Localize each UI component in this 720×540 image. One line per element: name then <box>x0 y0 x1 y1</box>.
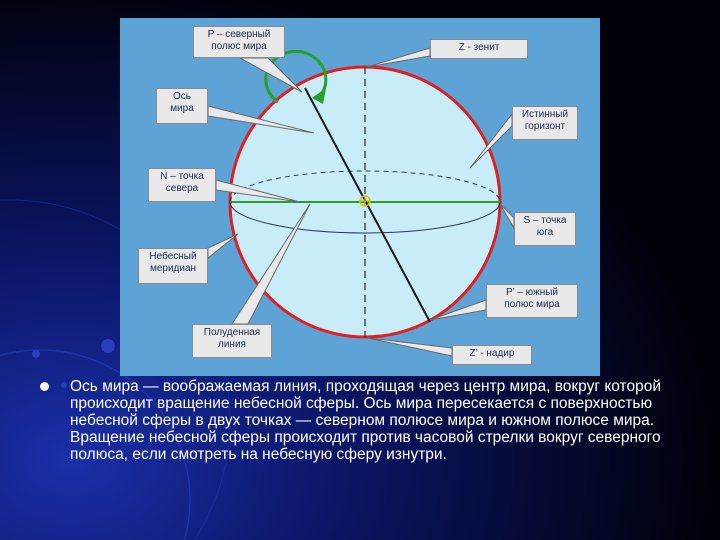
bullet-text: Ось мира — воображаемая линия, проходящая через центр мира, вокруг которой происходит вращение небесной сферы. Ось мира пересекается с поверхностью небесной сферы в двух точках — северном полюсе мира и южном полюсе мира. Вращение небесной сферы происходит против часовой стрелки вокруг северного полюса, если смотреть на небесную сферу изнутри. <box>70 378 661 463</box>
label-celestial-meridian: Небесный меридиан <box>138 248 208 284</box>
callout-pointer <box>208 234 238 258</box>
callout-pointer <box>500 204 514 228</box>
label-south-point: S – точка юга <box>514 212 576 246</box>
callout-pointer <box>240 58 302 92</box>
decor-dot <box>32 350 40 358</box>
bullet-icon <box>40 382 49 391</box>
decor-dot <box>61 382 67 388</box>
label-north-point: N – точка севера <box>148 168 216 202</box>
callout-pointer <box>368 338 452 356</box>
callout-pointer <box>367 48 430 67</box>
label-world-axis: Ось мира <box>156 88 208 124</box>
label-noon-line: Полуденная линия <box>192 324 272 358</box>
label-south-pole: P’ – южный полюс мира <box>486 284 578 318</box>
label-north-pole: P – северный полюс мира <box>193 26 285 58</box>
celestial-sphere-diagram <box>120 18 600 376</box>
label-zenith: Z - зенит <box>430 39 528 59</box>
decor-dot <box>101 339 115 353</box>
label-nadir: Z’ - надир <box>452 345 532 365</box>
label-true-horizon: Истинный горизонт <box>512 106 578 140</box>
